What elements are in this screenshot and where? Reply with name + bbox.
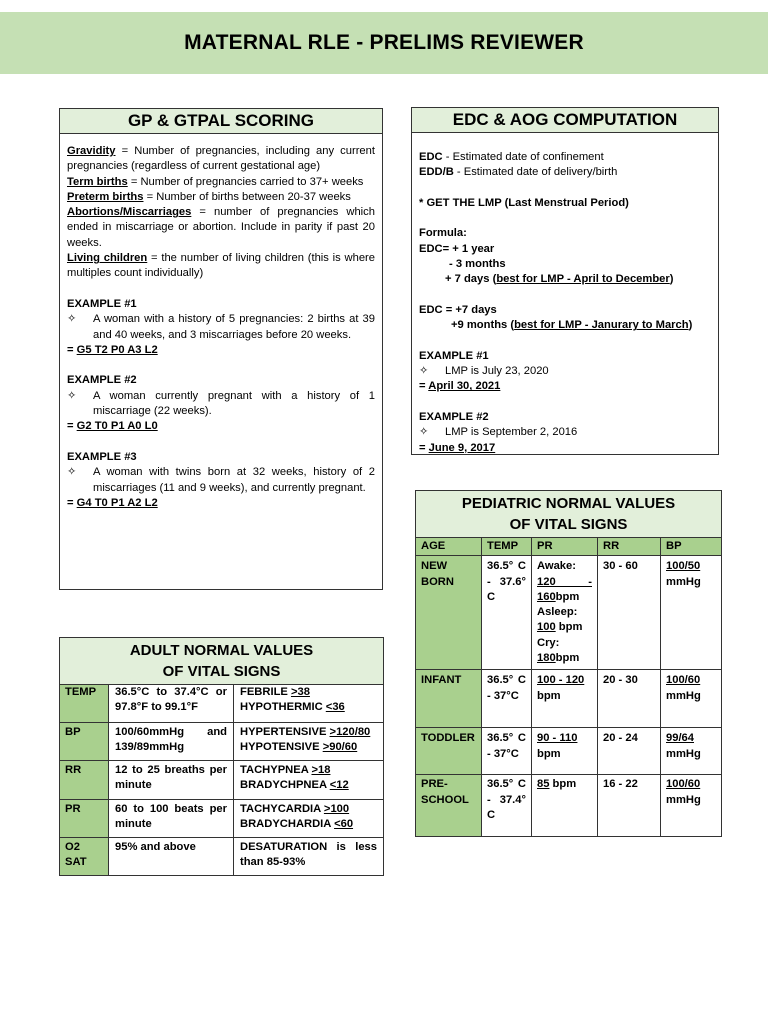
abnormal-values: DESATURATION is less than 85-93% <box>234 838 384 876</box>
edc-example-1-title: EXAMPLE #1 <box>419 349 489 362</box>
answer-value: G5 T2 P0 A3 L2 <box>76 343 158 356</box>
gtpal-example-2-answer <box>67 419 375 434</box>
living-term: Living children <box>67 252 148 265</box>
gtpal-example-3-text: A woman with twins born at 32 weeks, history of 2 miscarriages (11 and 9 weeks), and currently pregnant. <box>93 466 375 494</box>
sparkle-bullet-icon: ✧ <box>67 313 77 326</box>
abortion-term: Abortions/Miscarriages <box>67 206 192 219</box>
pr-number: 85 <box>537 778 550 791</box>
formula2-line2-pre: +9 months ( <box>451 319 515 332</box>
sparkle-bullet-icon: ✧ <box>67 389 77 402</box>
bp-unit: mmHg <box>666 747 701 760</box>
living-text: = the number of living children (this is where multiples count individually) <box>67 252 375 280</box>
preterm-def <box>67 190 375 205</box>
eddb-abbr: EDD/B <box>419 166 454 179</box>
pr-unit: bpm <box>537 689 561 702</box>
gravidity-text: = Number of pregnancies, including any current pregnancies (regardless of current gestational age) <box>67 145 375 173</box>
pedia-row-preschool <box>416 775 722 837</box>
age-label: TODDLER <box>416 728 482 775</box>
pr-value <box>532 556 598 670</box>
pr-asleep-label: Asleep: <box>537 606 578 619</box>
formula1-line2: - 3 months <box>449 258 506 271</box>
age-label: PRE-SCHOOL <box>416 775 482 837</box>
pr-unit: bpm <box>549 778 577 791</box>
edc-example-2-answer <box>419 441 711 456</box>
rr-value: 30 - 60 <box>598 556 661 670</box>
preterm-term: Preterm births <box>67 190 144 203</box>
pr-value <box>532 670 598 728</box>
formula2-best-for: best for LMP - Janurary to March <box>514 319 689 332</box>
temp-value: 36.5° C - 37.6° C <box>482 556 532 670</box>
equals-sign: = <box>419 380 429 393</box>
rr-value: 20 - 24 <box>598 728 661 775</box>
adult-row-bp <box>60 723 384 761</box>
equals-sign: = <box>67 496 77 509</box>
formula2-line2-post: ) <box>688 319 693 332</box>
abnormal-label: BRADYCHPNEA <box>240 779 330 792</box>
pr-asleep-unit: bpm <box>555 621 583 634</box>
answer-value: G2 T0 P1 A0 L0 <box>76 420 158 433</box>
answer-value: April 30, 2021 <box>428 380 501 393</box>
age-label: INFANT <box>416 670 482 728</box>
temp-value: 36.5° C - 37°C <box>482 728 532 775</box>
abnormal-label: FEBRILE <box>240 686 291 698</box>
pr-awake-label: Awake: <box>537 560 576 573</box>
normal-value: 12 to 25 breaths per minute <box>109 761 234 800</box>
row-label: O2 SAT <box>60 838 109 876</box>
title-banner <box>0 12 768 74</box>
abortion-def <box>67 205 375 251</box>
pr-awake-value: 120 - 160 <box>537 575 592 603</box>
pr-value <box>532 775 598 837</box>
pr-asleep-value: 100 <box>537 621 556 634</box>
abnormal-label: HYPOTENSIVE <box>240 741 323 754</box>
abnormal-threshold: <12 <box>329 779 349 792</box>
bp-unit: mmHg <box>666 793 701 806</box>
bp-value <box>661 556 722 670</box>
abnormal-threshold: >18 <box>311 764 331 776</box>
edc-example-2-text: LMP is September 2, 2016 <box>445 426 578 439</box>
col-header-age: AGE <box>416 538 482 556</box>
edc-abbr: EDC <box>419 151 443 163</box>
eddb-def: - Estimated date of delivery/birth <box>453 166 618 179</box>
living-def <box>67 251 375 282</box>
bp-number: 100/50 <box>666 560 701 573</box>
abnormal-values <box>234 723 384 761</box>
term-text: = Number of pregnancies carried to 37+ weeks <box>127 175 364 188</box>
bp-number: 100/60 <box>666 778 701 791</box>
bp-unit: mmHg <box>666 689 701 702</box>
abortion-text: = number of pregnancies which ended in miscarriage or abortion. Include in parity if past 20 weeks. <box>67 206 375 249</box>
edc-box <box>411 107 719 455</box>
gtpal-body <box>60 134 382 511</box>
equals-sign: = <box>67 343 77 356</box>
abnormal-label: TACHYCARDIA <box>240 803 324 815</box>
pr-unit: bpm <box>537 747 561 760</box>
bp-value <box>661 728 722 775</box>
edc-example-1-answer <box>419 379 711 394</box>
formula2-line2 <box>419 318 711 333</box>
adult-vitals-heading <box>60 638 384 685</box>
abnormal-label: TACHYPNEA <box>240 764 312 776</box>
abnormal-threshold: >120/80 <box>329 726 371 738</box>
col-header-temp: TEMP <box>482 538 532 556</box>
bp-value <box>661 670 722 728</box>
gravidity-def <box>67 144 375 175</box>
gtpal-example-2-text: A woman currently pregnant with a history of 1 miscarriage (22 weeks). <box>93 389 375 418</box>
abnormal-threshold: >38 <box>290 686 310 698</box>
gtpal-example-3-answer <box>67 496 375 511</box>
abnormal-values <box>234 800 384 838</box>
gtpal-example-1-title: EXAMPLE #1 <box>67 297 137 310</box>
rr-value: 20 - 30 <box>598 670 661 728</box>
pedia-heading-line1: PEDIATRIC NORMAL VALUES <box>461 495 676 512</box>
term-def <box>67 175 375 190</box>
pr-cry-unit: bpm <box>555 652 580 665</box>
pr-awake-unit: bpm <box>555 590 580 603</box>
gravidity-term: Gravidity <box>67 145 116 157</box>
row-label: TEMP <box>60 685 109 723</box>
row-label: PR <box>60 800 109 838</box>
adult-row-pr <box>60 800 384 838</box>
adult-row-temp <box>60 685 384 723</box>
formula1-line3-pre: + 7 days ( <box>445 273 497 286</box>
formula1-best-for: best for LMP - April to December <box>496 273 670 286</box>
pedia-row-toddler <box>416 728 722 775</box>
lmp-note: * GET THE LMP (Last Menstrual Period) <box>419 196 629 209</box>
gtpal-example-1-text: A woman with a history of 5 pregnancies: 2 births at 39 and 40 weeks, and 3 miscarriages before 20 weeks. <box>93 313 375 341</box>
adult-heading-line1: ADULT NORMAL VALUES <box>129 642 314 659</box>
preterm-text: = Number of births between 20-37 weeks <box>143 190 351 203</box>
answer-value: June 9, 2017 <box>428 441 496 454</box>
pr-value <box>532 728 598 775</box>
abnormal-label: HYPOTHERMIC <box>240 701 326 714</box>
page-title: MATERNAL RLE - PRELIMS REVIEWER <box>184 31 584 54</box>
formula1-line3-post: ) <box>669 273 674 286</box>
pr-cry-label: Cry: <box>537 636 560 649</box>
equals-sign: = <box>67 420 77 433</box>
edc-heading: EDC & AOG COMPUTATION <box>412 108 718 133</box>
abnormal-threshold: <36 <box>325 701 345 714</box>
edc-example-2 <box>419 425 711 440</box>
pediatric-vitals-heading <box>416 491 722 538</box>
row-label: RR <box>60 761 109 800</box>
col-header-pr: PR <box>532 538 598 556</box>
sparkle-bullet-icon: ✧ <box>419 426 429 439</box>
normal-value: 36.5°C to 37.4°C or 97.8°F to 99.1°F <box>109 685 234 723</box>
adult-vitals-table <box>59 637 384 876</box>
term-term: Term births <box>67 175 128 188</box>
bp-number: 99/64 <box>666 732 694 745</box>
pr-cry-value: 180 <box>537 652 556 665</box>
pr-number: 100 - 120 <box>537 674 585 687</box>
edc-example-1-text: LMP is July 23, 2020 <box>445 365 549 378</box>
normal-value: 60 to 100 beats per minute <box>109 800 234 838</box>
gtpal-box <box>59 108 383 590</box>
abnormal-threshold: >90/60 <box>322 741 358 754</box>
pr-number: 90 - 110 <box>537 732 578 745</box>
eddb-abbr-line <box>419 165 711 180</box>
rr-value: 16 - 22 <box>598 775 661 837</box>
sparkle-bullet-icon: ✧ <box>67 466 77 479</box>
adult-row-rr <box>60 761 384 800</box>
edc-def: - Estimated date of confinement <box>442 151 604 163</box>
abnormal-threshold: >100 <box>323 803 350 815</box>
age-label: NEW BORN <box>416 556 482 670</box>
adult-row-o2sat <box>60 838 384 876</box>
gtpal-example-2 <box>67 389 375 420</box>
edc-example-1 <box>419 364 711 379</box>
gtpal-example-1-answer <box>67 343 375 358</box>
pedia-row-infant <box>416 670 722 728</box>
gtpal-example-3 <box>67 465 375 496</box>
edc-abbr-line <box>419 150 711 165</box>
abnormal-threshold: <60 <box>334 818 354 831</box>
bp-value <box>661 775 722 837</box>
abnormal-values <box>234 685 384 723</box>
col-header-bp: BP <box>661 538 722 556</box>
temp-value: 36.5° C - 37.4° C <box>482 775 532 837</box>
abnormal-values <box>234 761 384 800</box>
formula1-line3 <box>419 272 711 287</box>
equals-sign: = <box>419 441 429 454</box>
bp-number: 100/60 <box>666 674 701 687</box>
gtpal-example-2-title: EXAMPLE #2 <box>67 374 137 387</box>
gtpal-heading: GP & GTPAL SCORING <box>60 109 382 134</box>
pedia-header-row <box>416 538 722 556</box>
pedia-row-newborn <box>416 556 722 670</box>
abnormal-label: HYPERTENSIVE <box>240 726 330 738</box>
adult-heading-line2: OF VITAL SIGNS <box>162 663 281 680</box>
formula1-line1: EDC= + 1 year <box>419 242 495 255</box>
edc-example-2-title: EXAMPLE #2 <box>419 411 489 424</box>
abnormal-label: BRADYCHARDIA <box>240 818 335 831</box>
formula2-line1: EDC = +7 days <box>419 303 497 316</box>
pediatric-vitals-table <box>415 490 722 837</box>
col-header-rr: RR <box>598 538 661 556</box>
gtpal-example-3-title: EXAMPLE #3 <box>67 450 137 463</box>
normal-value: 95% and above <box>109 838 234 876</box>
row-label: BP <box>60 723 109 761</box>
pedia-heading-line2: OF VITAL SIGNS <box>509 516 628 533</box>
gtpal-example-1 <box>67 312 375 343</box>
temp-value: 36.5° C - 37°C <box>482 670 532 728</box>
bp-unit: mmHg <box>666 575 701 588</box>
edc-body <box>412 133 718 456</box>
normal-value: 100/60mmHg and 139/89mmHg <box>109 723 234 761</box>
answer-value: G4 T0 P1 A2 L2 <box>76 496 158 509</box>
sparkle-bullet-icon: ✧ <box>419 365 429 378</box>
formula-label: Formula: <box>419 227 467 240</box>
